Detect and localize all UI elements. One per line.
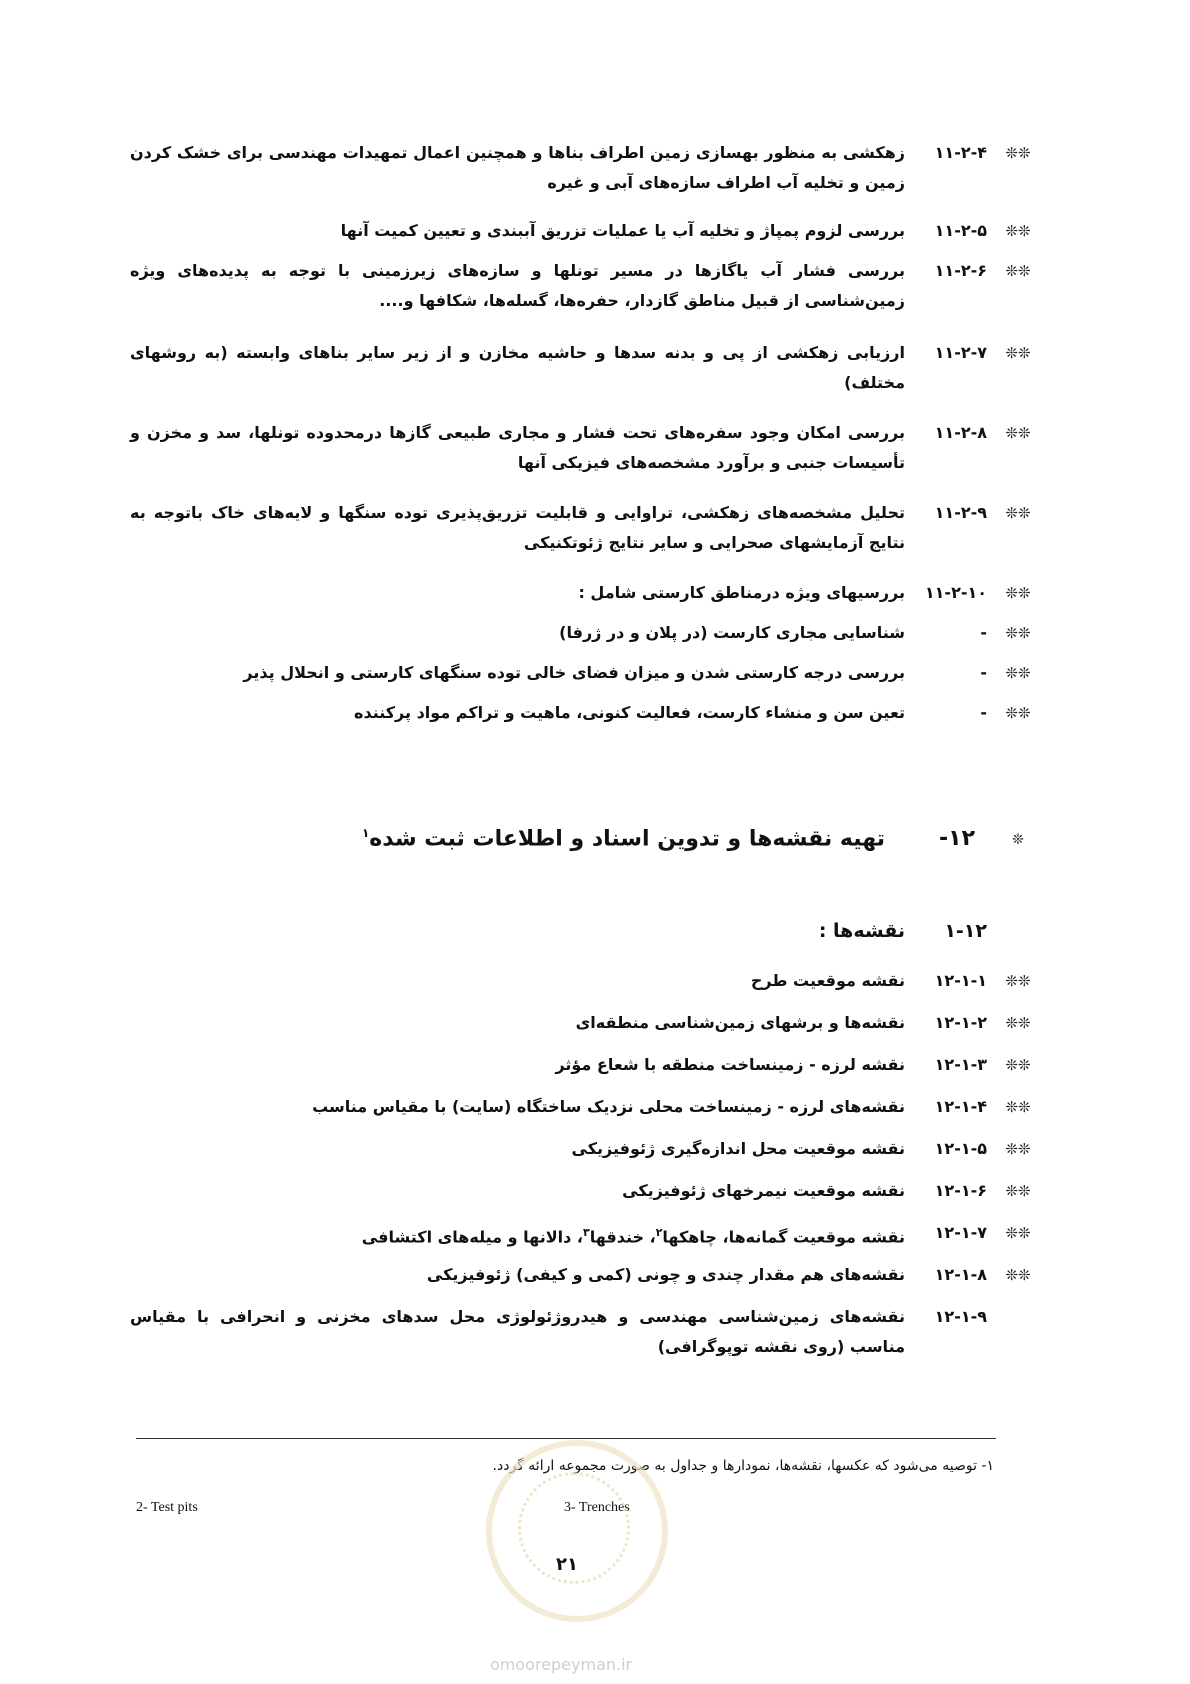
item-number: ۱۲-۱-۹	[934, 1307, 987, 1326]
item-text: بررسی امکان وجود سفره‌های تحت فشار و مجاری طبیعی گازها درمحدوده تونلها، سد و مخزن و تأسیسات جنبی و برآورد مشخصه‌های فیزیکی آنها	[130, 423, 905, 472]
list-item	[130, 698, 1035, 758]
item-text: ارزیابی زهکشی از پی و بدنه سدها و حاشیه مخازن و از زیر سایر بناهای وابسته (به روشهای مختلف)	[130, 343, 905, 392]
item-text: شناسایی مجاری کارست (در پلان و در ژرفا)	[559, 623, 905, 642]
star-marker: ❊❊	[1005, 222, 1031, 240]
star-marker: ❊❊	[1005, 704, 1031, 722]
star-marker: ❊❊	[1005, 624, 1031, 642]
list-item	[130, 418, 1035, 478]
star-marker: ❊❊	[1005, 972, 1031, 990]
item-number: ۱۲-۱-۳	[934, 1055, 987, 1074]
list-item	[130, 498, 1035, 558]
item-text: بررسیهای ویژه درمناطق کارستی شامل :	[578, 583, 905, 602]
footnote-1: ۱- توصیه می‌شود که عکسها، نقشه‌ها، نمودارها و جداول به صورت مجموعه ارائه گردد.	[492, 1458, 994, 1474]
item-text: نقشه‌های زمین‌شناسی مهندسی و هیدروژئولوژی محل سدهای مخزنی و انحرافی با مقیاس مناسب (روی نقشه توپوگرافی)	[130, 1307, 905, 1356]
item-text: تعین سن و منشاء کارست، فعالیت کنونی، ماهیت و تراکم مواد پرکننده	[354, 703, 905, 722]
item-number: -	[980, 663, 987, 682]
item-text: بررسی درجه کارستی شدن و میزان فضای خالی توده سنگهای کارستی و انحلال پذیر	[243, 663, 905, 682]
item-number: ۱۲-۱-۵	[934, 1139, 987, 1158]
item-number: ۱۱-۲-۶	[934, 261, 987, 280]
star-marker: ❊❊	[1005, 584, 1031, 602]
watermark-seal	[486, 1440, 668, 1622]
footnote-2: 2- Test pits	[136, 1500, 198, 1515]
star-marker: ❊❊	[1005, 1182, 1031, 1200]
footnote-divider	[136, 1438, 996, 1439]
star-marker: ❊❊	[1005, 424, 1031, 442]
item-number: ۱۲-۱-۱	[934, 971, 987, 990]
item-text: تحلیل مشخصه‌های زهکشی، تراوایی و قابلیت تزریق‌پذیری توده سنگها و لایه‌های خاک باتوجه به نتایج آزمایشهای صحرایی و سایر نتایج ژئوتکنیکی	[130, 503, 905, 552]
star-marker: ❊❊	[1005, 1266, 1031, 1284]
item-number: ۱۲-۱-۸	[934, 1265, 987, 1284]
star-marker: ❊❊	[1005, 504, 1031, 522]
star-marker: ❊❊	[1005, 1140, 1031, 1158]
item-number: ۱۲-۱-۲	[934, 1013, 987, 1032]
subsection-heading	[130, 920, 1035, 956]
item-text: نقشه موقعیت نیمرخهای ژئوفیزیکی	[622, 1181, 905, 1200]
star-marker: ❊❊	[1005, 1014, 1031, 1032]
footnote-3: 3- Trenches	[564, 1500, 630, 1515]
item-number: ۱۱-۲-۷	[934, 343, 987, 362]
footnote-ref: ۳	[582, 1226, 590, 1239]
item-text: نقشه لرزه - زمینساخت منطقه با شعاع مؤثر	[555, 1055, 905, 1074]
item-number: ۱۱-۲-۴	[934, 143, 987, 162]
item-text: نقشه موقعیت گمانه‌ها، چاهکها$^۲$، خندقها$^۳$، دالانها و میله‌های اکتشافی	[361, 1226, 905, 1247]
section-number: ۱۲-	[939, 826, 975, 851]
item-number: ۱۱-۲-۱۰	[924, 583, 987, 602]
item-number: ۱۲-۱-۴	[934, 1097, 987, 1116]
star-marker: ❊❊	[1005, 344, 1031, 362]
item-number: ۱۲-۱-۶	[934, 1181, 987, 1200]
item-number: ۱۱-۲-۹	[934, 503, 987, 522]
item-text: نقشه‌ها و برشهای زمین‌شناسی منطقه‌ای	[575, 1013, 905, 1032]
item-text: بررسی فشار آب یاگازها در مسیر تونلها و سازه‌های زیرزمینی با توجه به پدیده‌های ویژه زمین‌شناسی از قبیل مناطق گازدار، حفره‌ها، گسله‌ها، شکافها و....	[130, 261, 905, 310]
item-number: ۱۱-۲-۵	[934, 221, 987, 240]
item-text: نقشه موقعیت محل اندازه‌گیری ژئوفیزیکی	[571, 1139, 905, 1158]
section-title: تهیه نقشه‌ها و تدوین اسناد و اطلاعات ثبت شده$^۱$	[361, 826, 885, 852]
item-text: بررسی لزوم پمپاژ و تخلیه آب یا عملیات تزریق آببندی و تعیین کمیت آنها	[340, 221, 905, 240]
star-marker: ❊❊	[1005, 1098, 1031, 1116]
section-heading	[130, 826, 1035, 866]
item-text: نقشه موقعیت طرح	[750, 971, 905, 990]
list-item	[130, 138, 1035, 198]
item-number: -	[980, 703, 987, 722]
star-marker: ❊❊	[1005, 1224, 1031, 1242]
item-number: ۱۲-۱-۷	[934, 1223, 987, 1242]
list-item	[130, 256, 1035, 316]
footnote-ref: ۲	[655, 1226, 663, 1239]
list-item	[130, 1302, 1035, 1362]
list-item	[130, 338, 1035, 398]
item-text: نقشه‌های هم مقدار چندی و چونی (کمی و کیفی) ژئوفیزیکی	[426, 1265, 905, 1284]
item-text: نقشه‌های لرزه - زمینساخت محلی نزدیک ساختگاه (سایت) با مقیاس مناسب	[312, 1097, 905, 1116]
item-number: ۱۱-۲-۸	[934, 423, 987, 442]
star-marker: ❊❊	[1005, 144, 1031, 162]
subsection-title: نقشه‌ها :	[818, 920, 905, 942]
item-text: زهکشی به منظور بهسازی زمین اطراف بناها و همچنین اعمال تمهیدات مهندسی برای خشک کردن زمین و تخلیه آب اطراف سازه‌های آبی و غیره	[130, 143, 905, 192]
page-number: ۲۱	[556, 1554, 578, 1575]
watermark-site: omoorepeyman.ir	[490, 1655, 633, 1674]
item-number: -	[980, 623, 987, 642]
star-marker: ❊❊	[1005, 262, 1031, 280]
star-marker: ❊	[1012, 832, 1024, 848]
star-marker: ❊❊	[1005, 664, 1031, 682]
star-marker: ❊❊	[1005, 1056, 1031, 1074]
footnote-ref: ۱	[361, 826, 370, 840]
subsection-number: ۱-۱۲	[944, 920, 987, 942]
